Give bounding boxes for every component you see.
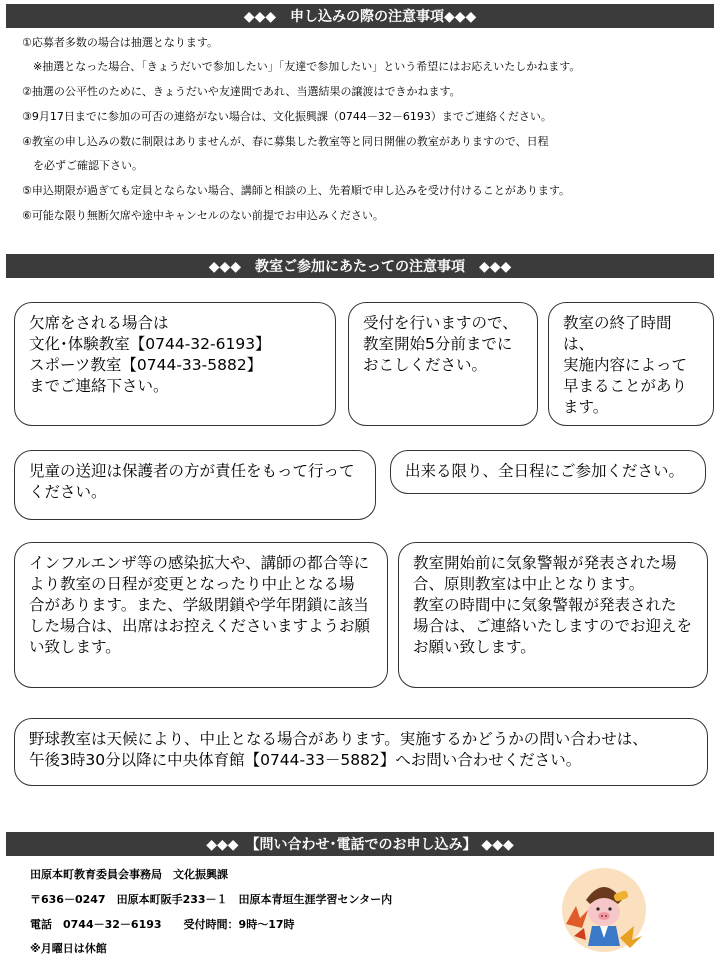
rule-item: を必ずご確認下さい。 bbox=[22, 159, 143, 172]
section-title: ◆◆◆ 【問い合わせ･電話でのお申し込み】 ◆◆◆ bbox=[206, 837, 514, 853]
note-weather bbox=[398, 542, 708, 688]
rule-item: ⑤申込期限が過ぎても定員とならない場合、講師と相談の上、先着順で申し込みを受け付けることがあります。 bbox=[22, 184, 570, 197]
note-text: インフルエンザ等の感染拡大や、講師の都合等に より教室の日程が変更となったり中止となる場 合があります。また、学級閉鎖や学年閉鎖に該当 した場合は、出席はお控えくださいますようお願 い致します。 bbox=[29, 554, 371, 656]
note-baseball bbox=[14, 718, 708, 786]
section-title: ◆◆◆ 教室ご参加にあたっての注意事項 ◆◆◆ bbox=[208, 259, 512, 275]
note-text: 教室の終了時間は、 実施内容によって 早まることがあり ます。 bbox=[563, 314, 688, 416]
contact-office: 田原本町教育委員会事務局 文化振興課 bbox=[30, 868, 228, 881]
section-header-contact bbox=[6, 832, 714, 856]
note-infection bbox=[14, 542, 388, 688]
contact-phone: 電話 0744－32－6193 受付時間：9時～17時 bbox=[30, 918, 295, 931]
note-transport bbox=[14, 450, 376, 520]
note-text: 出来る限り、全日程にご参加ください。 bbox=[405, 462, 685, 480]
note-end-time bbox=[548, 302, 714, 426]
note-text: 欠席をされる場合は 文化･体験教室【0744-32-6193】 スポーツ教室【0744-33-5882】 までご連絡下さい。 bbox=[29, 314, 271, 395]
note-text: 野球教室は天候により、中止となる場合があります。実施するかどうかの問い合わせは、 午後3時30分以降に中央体育館【0744-33－5882】へお問い合わせください。 bbox=[29, 730, 648, 769]
note-text: 教室開始前に気象警報が発表された場 合、原則教室は中止となります。 教室の時間中に気象警報が発表された 場合は、ご連絡いたしますのでお迎えを お願い致します。 bbox=[413, 554, 693, 656]
rule-item: ※抽選となった場合、「きょうだいで参加したい」「友達で参加したい」という希望にはお応えいたしかねます。 bbox=[22, 60, 581, 73]
contact-closed-note: ※月曜日は休館 bbox=[30, 942, 107, 955]
note-reception bbox=[348, 302, 538, 426]
rule-item: ④教室の申し込みの数に制限はありませんが、春に募集した教室等と同日開催の教室がありますので、日程 bbox=[22, 135, 549, 148]
note-text: 受付を行いますので、 教室開始5分前までに おこしください。 bbox=[363, 314, 518, 374]
contact-address: 〒636－0247 田原本町阪手233－１ 田原本青垣生涯学習センター内 bbox=[30, 893, 393, 906]
note-absence bbox=[14, 302, 336, 426]
rule-item: ⑥可能な限り無断欠席や途中キャンセルのない前提でお申込みください。 bbox=[22, 209, 384, 222]
note-attendance bbox=[390, 450, 706, 494]
note-text: 児童の送迎は保護者の方が責任をもって行って ください。 bbox=[29, 462, 355, 501]
mascot-illustration-icon bbox=[560, 866, 648, 954]
section-header-application-notes bbox=[6, 4, 714, 28]
rule-item: ③9月17日までに参加の可否の連絡がない場合は、文化振興課（0744－32－6193）までご連絡ください。 bbox=[22, 110, 552, 123]
rule-item: ②抽選の公平性のために、きょうだいや友達間であれ、当選結果の譲渡はできかねます。 bbox=[22, 85, 461, 98]
section-title: ◆◆◆ 申し込みの際の注意事項◆◆◆ bbox=[243, 9, 477, 25]
rule-item: ①応募者多数の場合は抽選となります。 bbox=[22, 36, 218, 49]
section-header-class-notes bbox=[6, 254, 714, 278]
